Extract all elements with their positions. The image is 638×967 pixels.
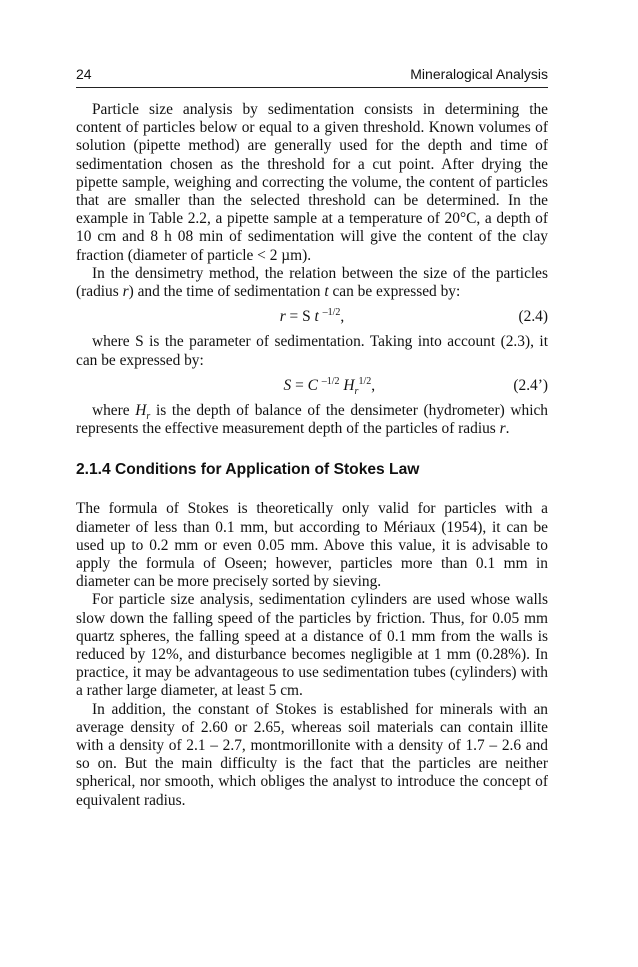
equation-2-4-prime	[76, 377, 548, 395]
page-number: 24	[76, 66, 92, 82]
equation-2-4-formula: r = S t $^{-1/2}$,	[279, 307, 345, 326]
page-body	[76, 101, 548, 810]
equation-2-4-number: (2.4)	[518, 308, 548, 326]
equation-2-4-prime-formula: S = C $^{-1/2}$ $H_r^{1/2}$,	[283, 375, 376, 397]
equation-2-4	[76, 308, 548, 326]
paragraph-density: In addition, the constant of Stokes is established for minerals with an average density of 2.60 or 2.65, whereas soil materials can contain illite with a density of 2.1 – 2.7, montmorillonite with a density of 1.7 – 2.6 and so on. But the main difficulty is the fact that the particles are neither spherical, nor smooth, which obliges the analyst to introduce the concept of equivalent radius.	[76, 700, 548, 809]
header-rule	[76, 87, 548, 88]
running-title: Mineralogical Analysis	[410, 66, 548, 82]
paragraph-stokes-validity: The formula of Stokes is theoretically only valid for particles with a diameter of less than 0.1 mm, but according to Mériaux (1954), it can be used up to 0.2 mm or even 0.05 mm. Above this value, it is advisable to apply the formula of Oseen; however, particles more than 0.1 mm in diameter can be more precisely sorted by sieving.	[76, 500, 548, 591]
paragraph-parameter-s: where S is the parameter of sedimentation. Taking into account (2.3), it can be expressed by:	[76, 333, 548, 369]
paragraph-cylinders: For particle size analysis, sedimentation cylinders are used whose walls slow down the falling speed of the particles by friction. Thus, for 0.05 mm quartz spheres, the falling speed at a distance of 0.1 mm from the walls is reduced by 12%, and disturbance becomes negligible at 1 mm (0.28%). In practice, it may be advantageous to use sedimentation tubes (cylinders) with a rather large diameter, at least 5 cm.	[76, 591, 548, 700]
section-heading: 2.1.4 Conditions for Application of Stokes Law	[76, 461, 420, 479]
paragraph-densimetry: In the densimetry method, the relation between the size of the particles (radius r) and the time of sedimentation t can be expressed by:	[76, 264, 548, 301]
paragraph-sedimentation-intro: Particle size analysis by sedimentation consists in determining the content of particles below or equal to a given threshold. Known volumes of solution (pipette method) are generally used for the depth and time of sedimentation chosen as the threshold for a cut point. After drying the pipette sample, weighing and correcting the volume, the content of particles that are smaller than the selected threshold can be determined. In the example in Table 2.2, a pipette sample at a temperature of 20°C, a depth of 10 cm and 8 h 08 min of sedimentation will give the content of the clay fraction (diameter of particle < 2 µm).	[76, 101, 548, 264]
equation-2-4-prime-number: (2.4’)	[513, 376, 548, 394]
running-header	[76, 66, 548, 82]
paragraph-hr-depth: where $H_r$ is the depth of balance of the densimeter (hydrometer) which represents the effective measurement depth of the particles of radius r.	[76, 402, 548, 438]
